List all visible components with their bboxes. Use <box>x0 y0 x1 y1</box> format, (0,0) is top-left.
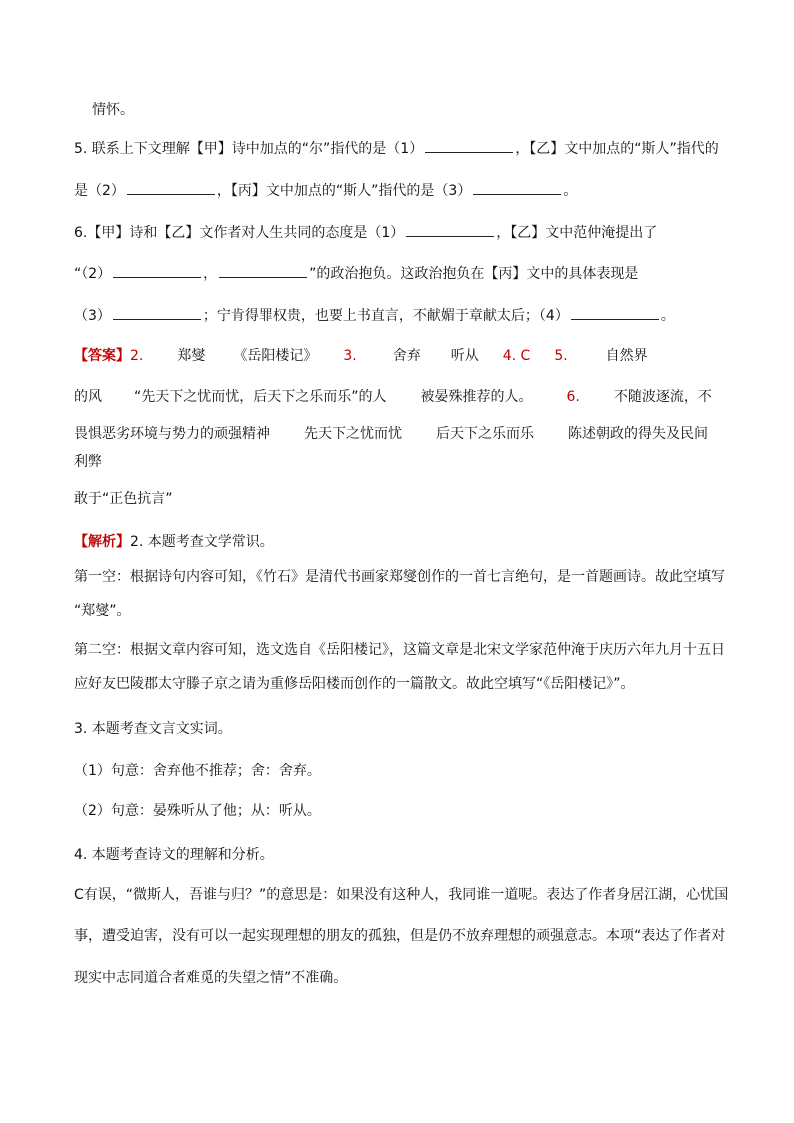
answer-5-1: 自然界 <box>605 348 648 364</box>
blank-line <box>113 262 201 278</box>
analysis-q4-l3: 现实中志同道合者难觅的失望之情”不准确。 <box>74 970 348 986</box>
analysis-q4-l1: C有误，“微斯人，吾谁与归？”的意思是：如果没有这种人，我同谁一道呢。表达了作者身居江湖，心忧国 <box>74 887 729 903</box>
answer-2-1: 郑燮 <box>177 348 206 364</box>
analysis-q3-title: 3. 本题考查文言文实词。 <box>74 721 232 737</box>
analysis-line-7 <box>74 761 321 781</box>
answer-num-4: 4. C <box>502 348 531 364</box>
text-line <box>92 100 134 120</box>
answer-6-4b: 利弊 <box>74 454 102 470</box>
question-6-line-1 <box>74 221 657 243</box>
answer-6-4: 陈述朝政的得失及民间 <box>568 426 708 442</box>
analysis-q2-title: 2. 本题考查文学常识。 <box>130 534 274 550</box>
answer-5-1b: 的风 <box>74 389 102 405</box>
analysis-q2-p1b: “郑燮”。 <box>74 603 131 619</box>
answer-3-2: 听从 <box>450 348 479 364</box>
answer-6-1: 不随波逐流，不 <box>613 389 712 405</box>
blank-line <box>473 179 561 195</box>
answer-6-5: 敢于“正色抗言” <box>74 491 173 507</box>
q6-text-5: ”的政治抱负。这政治抱负在【丙】文中的具体表现是 <box>309 266 639 282</box>
question-5-line-1 <box>74 137 719 159</box>
answer-line-2 <box>74 387 712 407</box>
answer-label: 【答案】 <box>74 348 130 364</box>
analysis-line-4 <box>74 640 725 660</box>
q6-text-3: “（2） <box>74 266 112 282</box>
q6-text-6: （3） <box>74 308 111 324</box>
blank-line <box>425 137 513 153</box>
blank-line <box>571 304 659 320</box>
q6-text-7: ；宁肯得罪权贵，也要上书直言，不献媚于章献太后；（4） <box>202 308 569 324</box>
analysis-line-11 <box>74 926 725 946</box>
analysis-line-12 <box>74 968 347 988</box>
blank-line <box>127 179 215 195</box>
analysis-line-3 <box>74 601 131 621</box>
analysis-q2-p2a: 第二空：根据文章内容可知，选文选自《岳阳楼记》，这篇文章是北宋文学家范仲淹于庆历六年九月十五日 <box>74 642 725 658</box>
analysis-line-5 <box>74 674 635 694</box>
answer-line-4 <box>74 452 102 472</box>
question-5-line-2 <box>74 179 577 201</box>
answer-3-1: 舍弃 <box>392 348 421 364</box>
q5-text-5: 。 <box>563 183 578 199</box>
answer-6-3: 后天下之乐而乐 <box>436 426 534 442</box>
analysis-label: 【解析】 <box>74 534 130 550</box>
analysis-q2-p2b: 应好友巴陵郡太守滕子京之请为重修岳阳楼而创作的一篇散文。故此空填写“《岳阳楼记》”。 <box>74 676 635 692</box>
q6-text-1: 6.【甲】诗和【乙】文作者对人生共同的态度是（1） <box>74 225 405 241</box>
analysis-line-1 <box>74 532 274 552</box>
q6-text-4: ， <box>203 266 218 282</box>
answer-line-3 <box>74 424 708 444</box>
blank-line <box>219 262 307 278</box>
question-6-line-3 <box>74 304 675 326</box>
q5-text-1: 5. 联系上下文理解【甲】诗中加点的“尔”指代的是（1） <box>74 141 424 157</box>
text-qinghuai: 情怀。 <box>92 102 134 118</box>
answer-num-5: 5. <box>554 348 568 364</box>
analysis-q2-p1a: 第一空：根据诗句内容可知，《竹石》是清代书画家郑燮创作的一首七言绝句，是一首题画诗。故此空填写 <box>74 569 725 585</box>
analysis-q4-l2: 事，遭受迫害，没有可以一起实现理想的朋友的孤独，但是仍不放弃理想的顽强意志。本项“表达了作者对 <box>74 928 726 944</box>
answer-line-1 <box>74 346 648 366</box>
answer-2-2: 《岳阳楼记》 <box>233 348 318 364</box>
analysis-line-8 <box>74 801 321 821</box>
analysis-line-10 <box>74 885 728 905</box>
answer-num-3: 3. <box>343 348 357 364</box>
q6-text-8: 。 <box>660 308 675 324</box>
q6-text-2: ，【乙】文中范仲淹提出了 <box>496 225 658 241</box>
answer-5-3: 被晏殊推荐的人。 <box>420 389 533 405</box>
analysis-q3-l2: （2）句意：晏殊听从了他；从：听从。 <box>74 803 321 819</box>
answer-5-2: “先天下之忧而忧，后天下之乐而乐”的人 <box>134 389 387 405</box>
answer-6-1b: 畏惧恶劣环境与势力的顽强精神 <box>74 426 270 442</box>
q5-text-3: 是（2） <box>74 183 125 199</box>
analysis-line-9 <box>74 845 274 865</box>
question-6-line-2 <box>74 262 638 284</box>
blank-line <box>113 304 201 320</box>
answer-num-2: 2. <box>130 348 144 364</box>
answer-num-6: 6. <box>566 389 580 405</box>
analysis-q4-title: 4. 本题考查诗文的理解和分析。 <box>74 847 274 863</box>
blank-line <box>406 221 494 237</box>
q5-text-4: ，【丙】文中加点的“斯人”指代的是（3） <box>216 183 472 199</box>
answer-6-2: 先天下之忧而忧 <box>304 426 402 442</box>
analysis-q3-l1: （1）句意：舍弃他不推荐；舍：舍弃。 <box>74 763 321 779</box>
answer-line-5 <box>74 489 173 509</box>
analysis-line-2 <box>74 567 725 587</box>
q5-text-2: ，【乙】文中加点的“斯人”指代的 <box>515 141 719 157</box>
analysis-line-6 <box>74 719 232 739</box>
